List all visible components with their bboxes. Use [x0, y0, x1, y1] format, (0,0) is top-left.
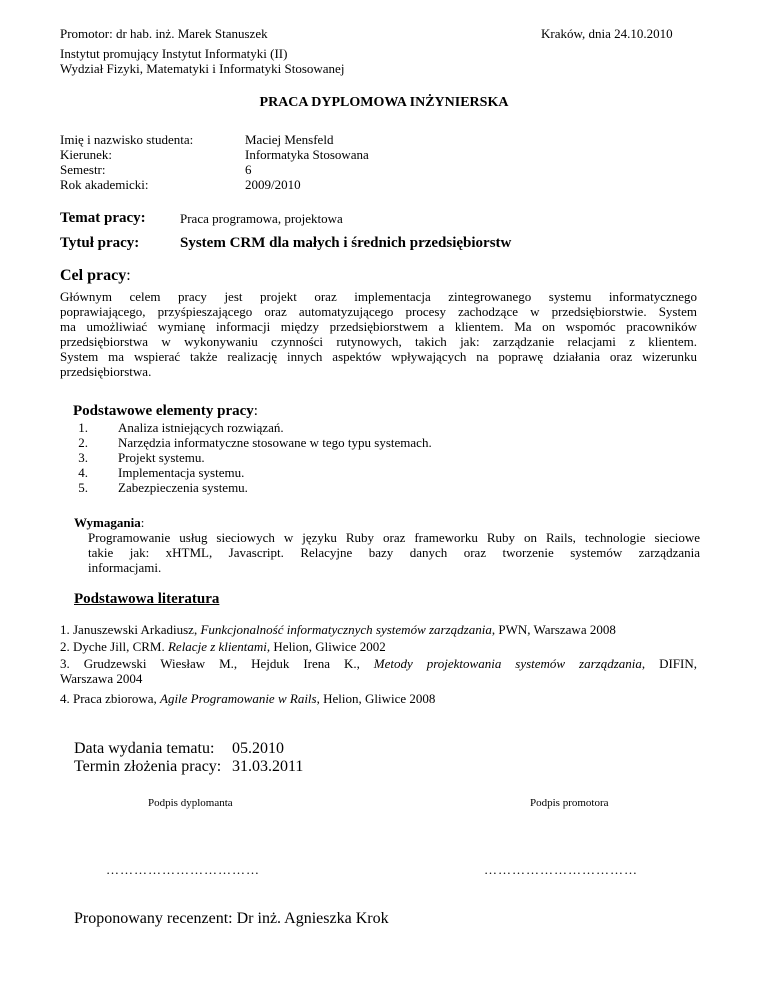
deadline-label: Termin złożenia pracy: [74, 758, 222, 775]
ref-publisher: , PWN, Warszawa 2008 [491, 622, 616, 637]
list-item-text: Analiza istniejących rozwiązań. [118, 420, 284, 435]
goal-line: System ma wspierać także realizację innych aspektów wpływających na poprawę działania oraz wizerunku [60, 349, 697, 364]
list-item-number: 3. [78, 450, 88, 465]
institute-line: Instytut promujący Instytut Informatyki (II) [60, 46, 288, 61]
list-item-number: 5. [78, 480, 88, 495]
student-labels [60, 132, 193, 192]
ref-title: Agile Programowanie w Rails [160, 691, 317, 706]
goal-line: Głównym celem pracy jest projekt oraz implementacja zintegrowanego systemu informatycznego [60, 289, 697, 304]
thesis-title-label: Tytuł pracy: [60, 235, 140, 251]
literature-ref [60, 639, 386, 654]
list-item [74, 450, 674, 465]
list-item-number: 2. [78, 435, 88, 450]
semester-label: Semestr: [60, 162, 106, 177]
list-item-text: Projekt systemu. [118, 450, 205, 465]
elements-list [74, 420, 674, 495]
student-name-value: Maciej Mensfeld [245, 132, 334, 147]
student-name-label: Imię i nazwisko studenta: [60, 132, 194, 147]
academic-year-label: Rok akademicki: [60, 177, 149, 192]
ref-line [60, 656, 697, 671]
goal-line: przedsiębiorstwa. [60, 364, 152, 379]
ref-publisher: , DIFIN, [641, 656, 697, 671]
elements-heading-text: Podstawowe elementy pracy [73, 403, 254, 419]
elements-heading-colon: : [253, 403, 258, 419]
proposed-reviewer: Proponowany recenzent: Dr inż. Agnieszka Krok [74, 910, 389, 927]
list-item-text: Implementacja systemu. [118, 465, 245, 480]
goal-line: poprawiającego, przyśpieszającego oraz automatyzującego procesy zachodzące w przedsiębiorstwie. System [60, 304, 697, 319]
ref-continuation: Warszawa 2004 [60, 671, 143, 686]
issue-date-label: Data wydania tematu: [74, 740, 215, 757]
promotor-signature-label: Podpis promotora [530, 797, 609, 809]
goal-heading [60, 267, 131, 285]
list-item-number: 1. [78, 420, 88, 435]
goal-line: przedsiębiorstwa w wykonywaniu czynności rutynowych, takich jak: zarządzanie relacjami z klientem. [60, 334, 697, 349]
requirements-paragraph [88, 530, 700, 575]
ref-publisher: , Helion, Gliwice 2008 [316, 691, 436, 706]
ref-title: Metody projektowania systemów zarządzania [373, 656, 642, 671]
academic-year-value: 2009/2010 [245, 177, 301, 192]
goal-paragraph [60, 289, 697, 379]
document-title: PRACA DYPLOMOWA INŻYNIERSKA [259, 95, 509, 110]
literature-ref [60, 622, 616, 637]
ref-authors: 4. Praca zbiorowa, [60, 691, 160, 706]
topic-value: Praca programowa, projektowa [180, 211, 343, 226]
student-values [245, 132, 369, 192]
faculty-line: Wydział Fizyki, Matematyki i Informatyki Stosowanej [60, 61, 345, 76]
literature-heading: Podstawowa literatura [74, 591, 220, 607]
ref-authors: 3. Grudzewski Wiesław M., Hejduk Irena K., [60, 656, 374, 671]
requirements-heading-text: Wymagania [74, 515, 141, 530]
requirements-heading [74, 515, 144, 530]
requirements-heading-colon: : [140, 515, 145, 530]
ref-authors: 1. Januszewski Arkadiusz, [60, 622, 201, 637]
ref-title: Relacje z klientami [167, 639, 267, 654]
requirements-line: Programowanie usług sieciowych w języku Ruby oraz frameworku Ruby on Rails, technologie sieciowe [88, 530, 700, 545]
ref-authors: 2. Dyche Jill, CRM. [60, 639, 168, 654]
list-item [74, 435, 674, 450]
list-item [74, 420, 674, 435]
elements-heading [73, 403, 258, 420]
literature-ref [60, 691, 435, 706]
literature-ref [60, 656, 697, 686]
list-item-text: Narzędzia informatyczne stosowane w tego typu systemach. [118, 435, 432, 450]
goal-heading-text: Cel pracy [60, 267, 127, 284]
goal-line: ma umożliwiać wymianę informacji między przedsiębiorstwem a klientem. Ma on wspomóc pracowników [60, 319, 697, 334]
promotor-line: Promotor: dr hab. inż. Marek Stanuszek [60, 26, 268, 41]
list-item-number: 4. [78, 465, 88, 480]
list-item [74, 480, 674, 495]
promotor-signature-line: …………………………… [484, 862, 638, 877]
issue-date-value: 05.2010 [232, 740, 284, 757]
graduate-signature-line: …………………………… [106, 862, 260, 877]
requirements-line: informacjami. [88, 560, 162, 575]
topic-label: Temat pracy: [60, 210, 146, 226]
requirements-line: takie jak: xHTML, Javascript. Relacyjne bazy danych oraz tworzenie systemów zarządzania [88, 545, 700, 560]
goal-heading-colon: : [126, 267, 131, 284]
ref-publisher: , Helion, Gliwice 2002 [266, 639, 386, 654]
list-item [74, 465, 674, 480]
thesis-title-value: System CRM dla małych i średnich przedsiębiorstw [180, 235, 512, 251]
place-date: Kraków, dnia 24.10.2010 [541, 26, 673, 41]
deadline-value: 31.03.2011 [232, 758, 304, 775]
graduate-signature-label: Podpis dyplomanta [148, 797, 233, 809]
field-of-study-label: Kierunek: [60, 147, 112, 162]
semester-value: 6 [245, 162, 252, 177]
ref-title: Funkcjonalność informatycznych systemów zarządzania [200, 622, 492, 637]
field-of-study-value: Informatyka Stosowana [245, 147, 369, 162]
list-item-text: Zabezpieczenia systemu. [118, 480, 248, 495]
